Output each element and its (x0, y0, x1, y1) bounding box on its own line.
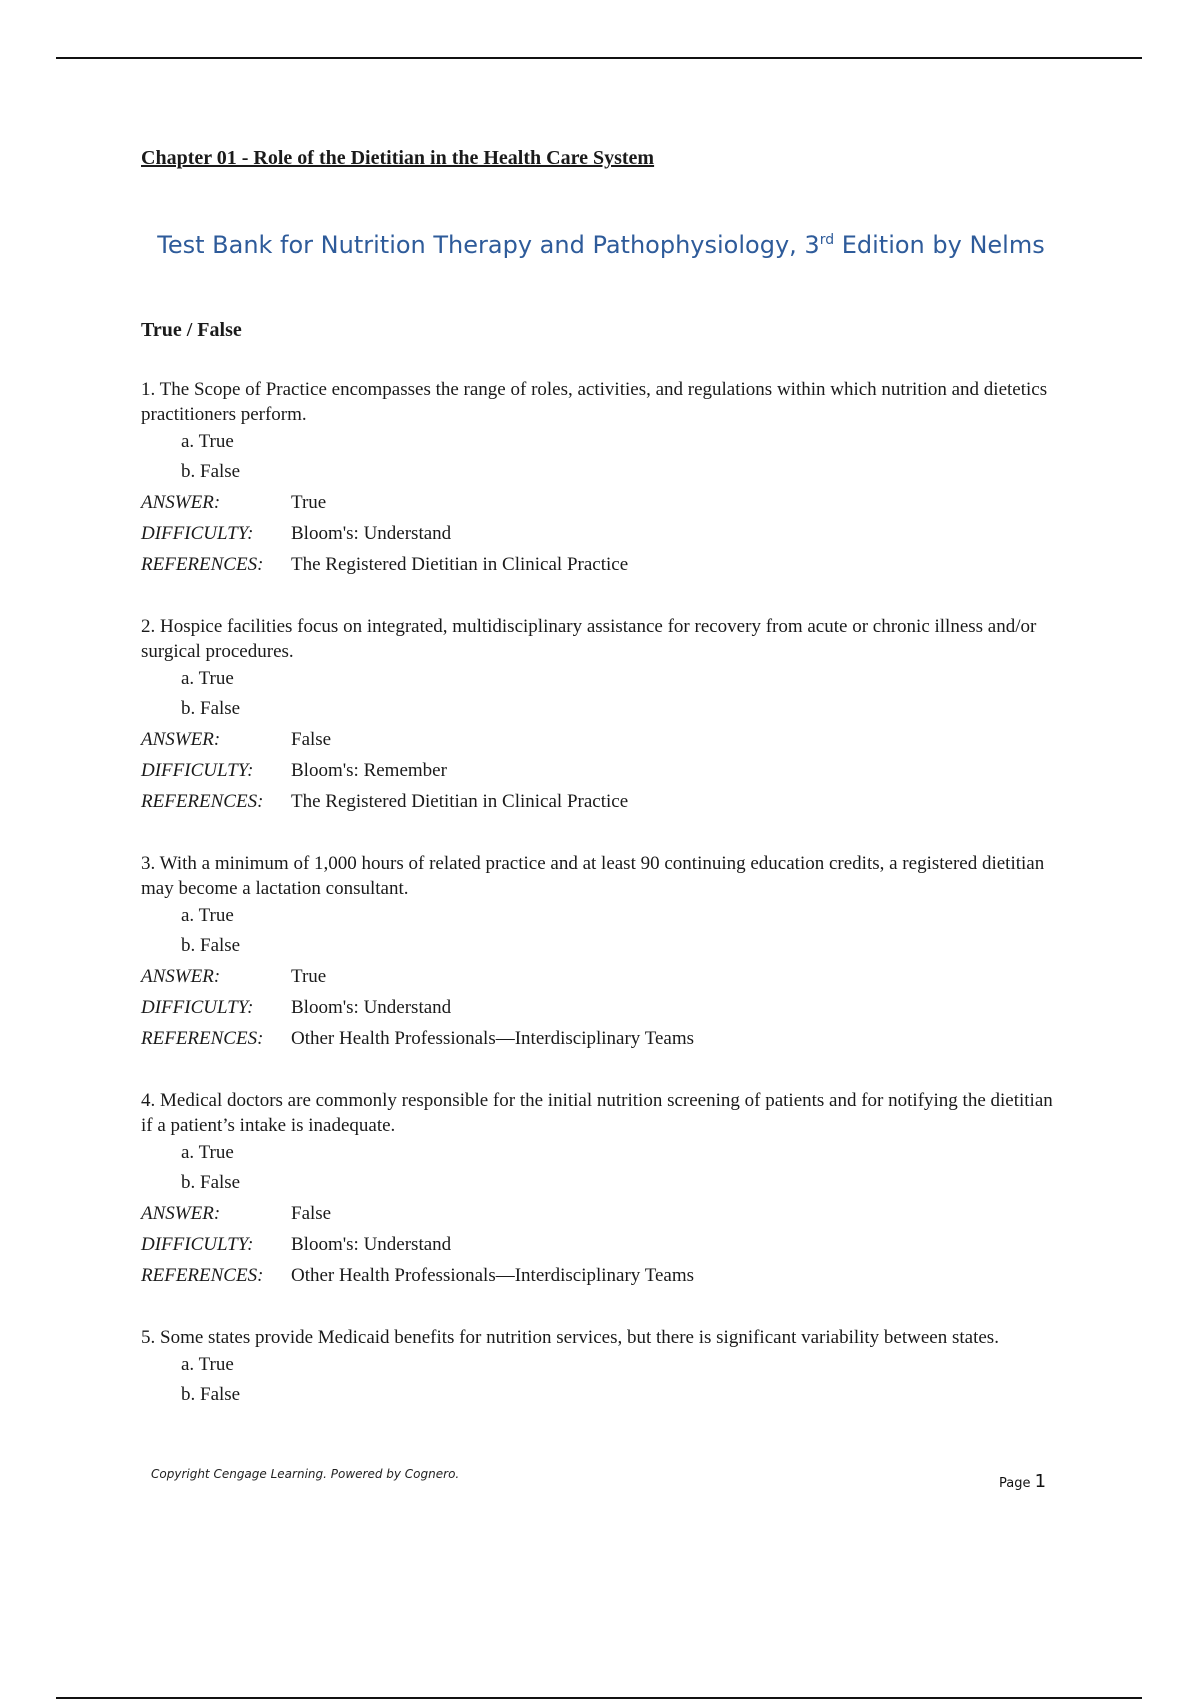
answer-row (141, 724, 1061, 755)
top-rule (56, 57, 1142, 59)
references-value: Other Health Professionals—Interdisciplinary Teams (291, 1028, 695, 1049)
difficulty-value: Bloom's: Understand (291, 997, 452, 1018)
difficulty-row (141, 1229, 1061, 1260)
question-1 (141, 377, 1061, 580)
question-text: 3. With a minimum of 1,000 hours of related practice and at least 90 continuing education credits, a registered dietitian may become a lactation consultant. (141, 853, 1045, 899)
difficulty-label: DIFFICULTY: (141, 997, 254, 1018)
option-b: b. False (181, 1172, 241, 1193)
page-number (999, 1471, 1046, 1492)
question-text: 5. Some states provide Medicaid benefits for nutrition services, but there is significant variability between states. (141, 1327, 999, 1348)
references-row (141, 1260, 1061, 1291)
option-b: b. False (181, 698, 241, 719)
option-b: b. False (181, 935, 241, 956)
page-content (141, 144, 1061, 1410)
option-b: b. False (181, 1384, 241, 1405)
answer-label: ANSWER: (141, 492, 221, 513)
answer-label: ANSWER: (141, 729, 221, 750)
difficulty-value: Bloom's: Remember (291, 760, 447, 781)
page-number-value: 1 (1034, 1471, 1047, 1492)
difficulty-value: Bloom's: Understand (291, 1234, 452, 1255)
answer-value: False (291, 1203, 332, 1224)
question-text: 2. Hospice facilities focus on integrated, multidisciplinary assistance for recovery from acute or chronic illness and/or surgical procedures. (141, 616, 1037, 662)
answer-value: True (291, 492, 327, 513)
banner-superscript: rd (819, 232, 835, 248)
answer-row (141, 961, 1061, 992)
answer-label: ANSWER: (141, 1203, 221, 1224)
banner-prefix: Test Bank for Nutrition Therapy and Pathophysiology, 3 (157, 231, 820, 259)
references-row (141, 549, 1061, 580)
question-4 (141, 1088, 1061, 1291)
references-label: REFERENCES: (141, 1265, 264, 1286)
difficulty-label: DIFFICULTY: (141, 760, 254, 781)
answer-value: True (291, 966, 327, 987)
section-heading: True / False (141, 319, 242, 341)
option-a: a. True (181, 431, 234, 452)
option-a: a. True (181, 1354, 234, 1375)
difficulty-label: DIFFICULTY: (141, 1234, 254, 1255)
copyright-notice: Copyright Cengage Learning. Powered by Cognero. (151, 1467, 460, 1481)
answer-row (141, 1198, 1061, 1229)
difficulty-row (141, 755, 1061, 786)
references-label: REFERENCES: (141, 1028, 264, 1049)
difficulty-row (141, 518, 1061, 549)
references-label: REFERENCES: (141, 791, 264, 812)
option-a: a. True (181, 668, 234, 689)
page-label: Page (999, 1476, 1035, 1491)
references-row (141, 1023, 1061, 1054)
option-a: a. True (181, 905, 234, 926)
chapter-title: Chapter 01 - Role of the Dietitian in the Health Care System (141, 147, 655, 169)
option-a: a. True (181, 1142, 234, 1163)
references-value: Other Health Professionals—Interdisciplinary Teams (291, 1265, 695, 1286)
bottom-rule (56, 1697, 1142, 1699)
option-b: b. False (181, 461, 241, 482)
question-text: 4. Medical doctors are commonly responsible for the initial nutrition screening of patients and for notifying the dietitian if a patient’s intake is inadequate. (141, 1090, 1053, 1136)
answer-label: ANSWER: (141, 966, 221, 987)
difficulty-row (141, 992, 1061, 1023)
question-3 (141, 851, 1061, 1054)
question-text: 1. The Scope of Practice encompasses the range of roles, activities, and regulations within which nutrition and dietetics practitioners perform. (141, 379, 1048, 425)
references-row (141, 786, 1061, 817)
difficulty-label: DIFFICULTY: (141, 523, 254, 544)
references-value: The Registered Dietitian in Clinical Practice (291, 554, 629, 575)
answer-row (141, 487, 1061, 518)
references-label: REFERENCES: (141, 554, 264, 575)
question-5 (141, 1325, 1061, 1410)
question-2 (141, 614, 1061, 817)
book-banner (141, 228, 1061, 262)
answer-value: False (291, 729, 332, 750)
references-value: The Registered Dietitian in Clinical Practice (291, 791, 629, 812)
banner-suffix: Edition by Nelms (834, 231, 1045, 259)
difficulty-value: Bloom's: Understand (291, 523, 452, 544)
